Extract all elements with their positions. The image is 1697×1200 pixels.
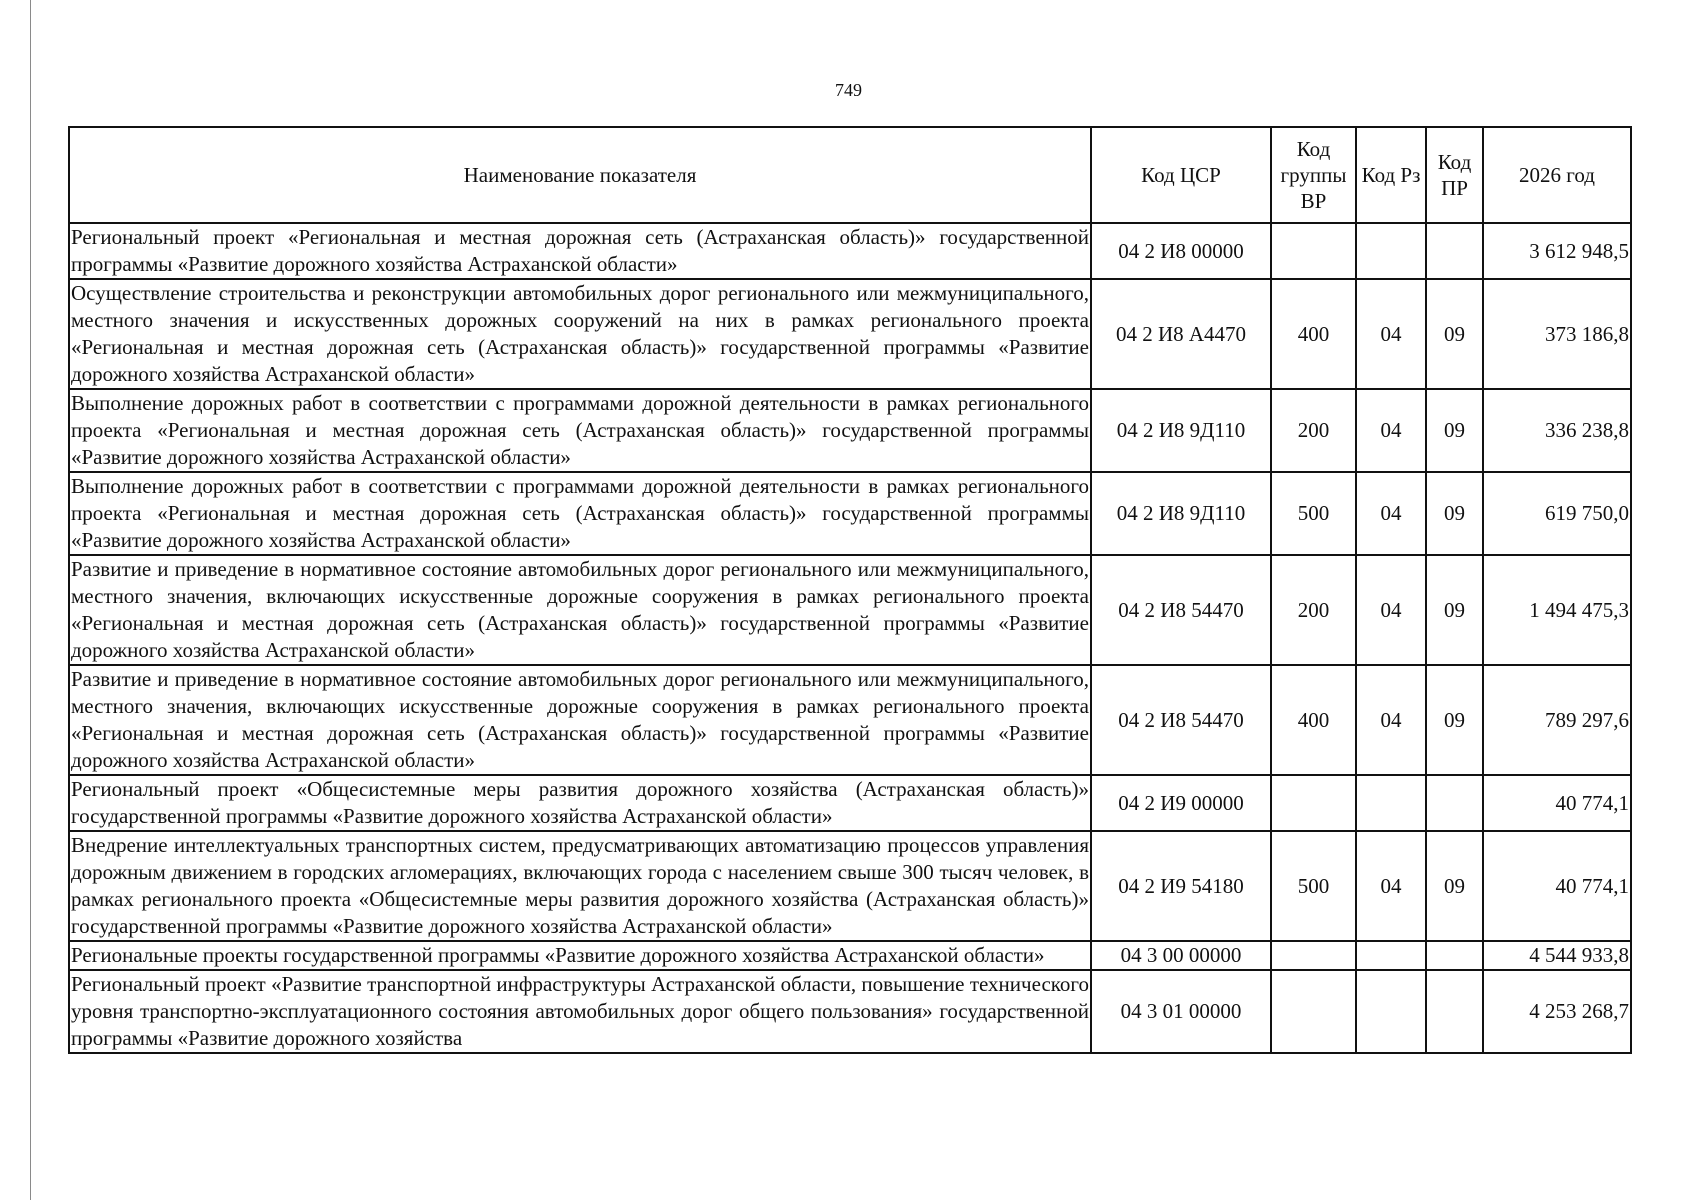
row-vr-code [1271, 970, 1356, 1053]
row-pr-code: 09 [1426, 665, 1483, 775]
row-name: Региональный проект «Развитие транспортной инфраструктуры Астраханской области, повышение технического уровня транспортно-эксплуатационного состояния автомобильных дорог общего пользования» государственной программы «Развитие дорожного хозяйства [69, 970, 1091, 1053]
row-vr-code: 400 [1271, 279, 1356, 389]
table-row [69, 223, 1631, 279]
row-name: Развитие и приведение в нормативное состояние автомобильных дорог регионального или межмуниципального, местного значения, включающих искусственные дорожные сооружения в рамках регионального проекта «Региональная и местная дорожная сеть (Астраханская область)» государственной программы «Развитие дорожного хозяйства Астраханской области» [69, 555, 1091, 665]
header-csr-code: Код ЦСР [1091, 127, 1271, 223]
row-csr-code: 04 2 И8 54470 [1091, 555, 1271, 665]
row-amount: 336 238,8 [1483, 389, 1631, 472]
row-vr-code [1271, 775, 1356, 831]
row-name: Осуществление строительства и реконструкции автомобильных дорог регионального или межмуниципального, местного значения и искусственных дорожных сооружений на них в рамках регионального проекта «Региональная и местная дорожная сеть (Астраханская область)» государственной программы «Развитие дорожного хозяйства Астраханской области» [69, 279, 1091, 389]
row-pr-code [1426, 970, 1483, 1053]
row-amount: 619 750,0 [1483, 472, 1631, 555]
row-csr-code: 04 2 И8 54470 [1091, 665, 1271, 775]
table-row [69, 472, 1631, 555]
table-row [69, 831, 1631, 941]
row-csr-code: 04 2 И9 00000 [1091, 775, 1271, 831]
page-number: 749 [835, 80, 862, 100]
row-name: Внедрение интеллектуальных транспортных систем, предусматривающих автоматизацию процессов управления дорожным движением в городских агломерациях, включающих города с населением свыше 300 тысяч человек, в рамках регионального проекта «Общесистемные меры развития дорожного хозяйства (Астраханская область)» государственной программы «Развитие дорожного хозяйства Астраханской области» [69, 831, 1091, 941]
row-vr-code: 200 [1271, 555, 1356, 665]
row-vr-code: 200 [1271, 389, 1356, 472]
row-amount: 1 494 475,3 [1483, 555, 1631, 665]
table-row [69, 970, 1631, 1053]
row-amount: 4 253 268,7 [1483, 970, 1631, 1053]
row-vr-code [1271, 941, 1356, 970]
row-name: Региональный проект «Региональная и местная дорожная сеть (Астраханская область)» государственной программы «Развитие дорожного хозяйства Астраханской области» [69, 223, 1091, 279]
table-row [69, 941, 1631, 970]
row-name: Выполнение дорожных работ в соответствии с программами дорожной деятельности в рамках регионального проекта «Региональная и местная дорожная сеть (Астраханская область)» государственной программы «Развитие дорожного хозяйства Астраханской области» [69, 389, 1091, 472]
table-row [69, 555, 1631, 665]
row-pr-code: 09 [1426, 279, 1483, 389]
row-name: Развитие и приведение в нормативное состояние автомобильных дорог регионального или межмуниципального, местного значения, включающих искусственные дорожные сооружения в рамках регионального проекта «Региональная и местная дорожная сеть (Астраханская область)» государственной программы «Развитие дорожного хозяйства Астраханской области» [69, 665, 1091, 775]
row-vr-code: 500 [1271, 831, 1356, 941]
row-rz-code [1356, 223, 1426, 279]
row-amount: 3 612 948,5 [1483, 223, 1631, 279]
row-rz-code [1356, 970, 1426, 1053]
row-csr-code: 04 2 И9 54180 [1091, 831, 1271, 941]
row-amount: 40 774,1 [1483, 831, 1631, 941]
header-name: Наименование показателя [69, 127, 1091, 223]
row-csr-code: 04 2 И8 9Д110 [1091, 389, 1271, 472]
header-year-2026: 2026 год [1483, 127, 1631, 223]
row-amount: 40 774,1 [1483, 775, 1631, 831]
table-body [69, 223, 1631, 1053]
row-rz-code: 04 [1356, 831, 1426, 941]
row-rz-code: 04 [1356, 555, 1426, 665]
row-csr-code: 04 2 И8 А4470 [1091, 279, 1271, 389]
row-csr-code: 04 2 И8 00000 [1091, 223, 1271, 279]
table-header [69, 127, 1631, 223]
row-name: Выполнение дорожных работ в соответствии с программами дорожной деятельности в рамках регионального проекта «Региональная и местная дорожная сеть (Астраханская область)» государственной программы «Развитие дорожного хозяйства Астраханской области» [69, 472, 1091, 555]
row-csr-code: 04 3 01 00000 [1091, 970, 1271, 1053]
row-rz-code: 04 [1356, 472, 1426, 555]
row-name: Региональный проект «Общесистемные меры развития дорожного хозяйства (Астраханская область)» государственной программы «Развитие дорожного хозяйства Астраханской области» [69, 775, 1091, 831]
row-pr-code: 09 [1426, 389, 1483, 472]
row-amount: 789 297,6 [1483, 665, 1631, 775]
row-rz-code: 04 [1356, 279, 1426, 389]
row-pr-code: 09 [1426, 831, 1483, 941]
table-row [69, 665, 1631, 775]
row-pr-code [1426, 223, 1483, 279]
row-vr-code: 500 [1271, 472, 1356, 555]
row-vr-code: 400 [1271, 665, 1356, 775]
header-row [69, 127, 1631, 223]
row-pr-code: 09 [1426, 555, 1483, 665]
row-csr-code: 04 3 00 00000 [1091, 941, 1271, 970]
table-row [69, 389, 1631, 472]
row-amount: 373 186,8 [1483, 279, 1631, 389]
row-pr-code: 09 [1426, 472, 1483, 555]
row-rz-code [1356, 941, 1426, 970]
budget-table [68, 126, 1632, 1054]
table-row [69, 775, 1631, 831]
row-amount: 4 544 933,8 [1483, 941, 1631, 970]
header-rz-code: Код Рз [1356, 127, 1426, 223]
row-csr-code: 04 2 И8 9Д110 [1091, 472, 1271, 555]
row-pr-code [1426, 775, 1483, 831]
row-rz-code [1356, 775, 1426, 831]
header-vr-code: Код группы ВР [1271, 127, 1356, 223]
row-rz-code: 04 [1356, 389, 1426, 472]
table-row [69, 279, 1631, 389]
header-pr-code: Код ПР [1426, 127, 1483, 223]
left-margin-rule [30, 0, 31, 1200]
row-rz-code: 04 [1356, 665, 1426, 775]
row-name: Региональные проекты государственной программы «Развитие дорожного хозяйства Астраханской области» [69, 941, 1091, 970]
row-pr-code [1426, 941, 1483, 970]
row-vr-code [1271, 223, 1356, 279]
